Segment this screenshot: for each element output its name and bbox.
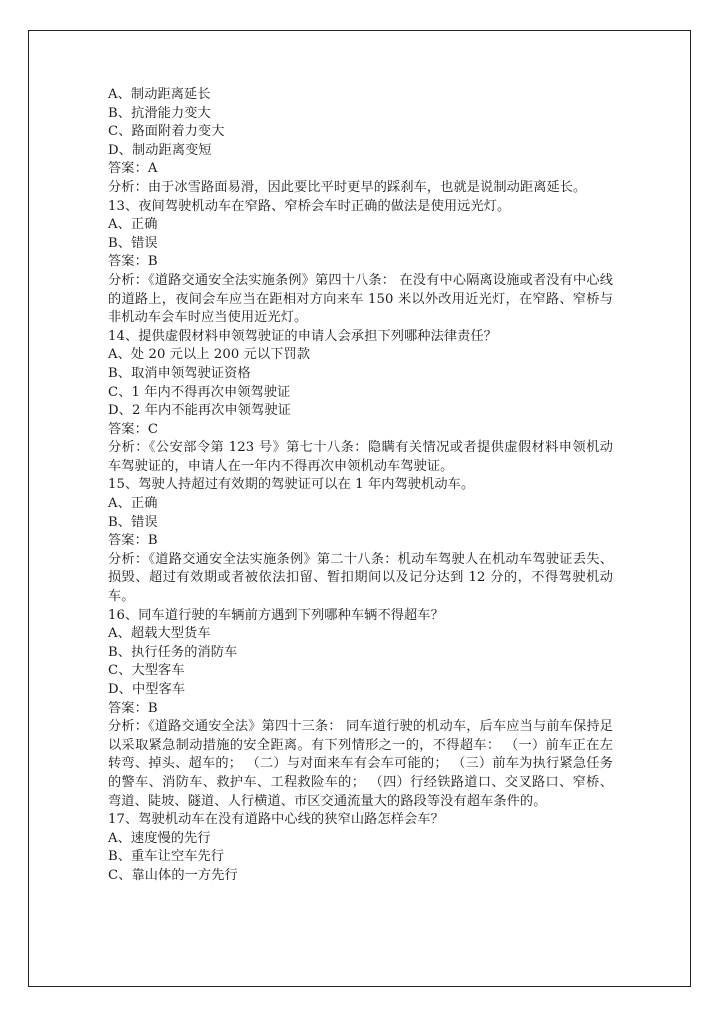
option-b: B、错误 — [108, 514, 158, 530]
option-d: D、2 年内不能再次申领驾驶证 — [108, 403, 291, 419]
question-title: 17、驾驶机动车在没有道路中心线的狭窄山路怎样会车？ — [108, 812, 444, 828]
analysis: 分析：《道路交通安全法》第四十三条： 同车道行驶的机动车，后车应当与前车保持足以采取紧急制动措施的安全距离。有下列情形之一的，不得超车： （一）前车正在左转弯、掉头、超车的； （二）与对面来车有会车可能的； （三）前车为执行紧急任务的警车、消防车、救护车、工程救险车的； （四）行经铁路道口、交叉路口、窄桥、弯道、陡坡、隧道、人行横道、市区交通流量大的路段等没有超车条件的。 — [108, 719, 613, 809]
analysis: 分析：由于冰雪路面易滑，因此要比平时更早的踩刹车，也就是说制动距离延长。 — [108, 179, 587, 195]
option-a: A、正确 — [108, 496, 158, 512]
option-a: A、处 20 元以上 200 元以下罚款 — [108, 347, 311, 363]
analysis: 分析：《公安部令第 123 号》第七十八条：隐瞒有关情况或者提供虚假材料申领机动车驾驶证的，申请人在一年内不得再次申领机动车驾驶证。 — [108, 440, 613, 474]
option-b: B、重车让空车先行 — [108, 849, 225, 865]
option-c: C、1 年内不得再次申领驾驶证 — [108, 384, 291, 400]
question-title: 13、夜间驾驶机动车在窄路、窄桥会车时正确的做法是使用远光灯。 — [108, 198, 511, 214]
option-d: D、中型客车 — [108, 682, 186, 697]
option-c: C、路面附着力变大 — [108, 124, 225, 140]
option-b: B、取消申领驾驶证资格 — [108, 365, 251, 381]
answer: 答案：A — [108, 161, 158, 177]
answer: 答案：C — [108, 421, 159, 437]
option-b: B、抗滑能力变大 — [108, 105, 211, 121]
analysis: 分析：《道路交通安全法实施条例》第二十八条：机动车驾驶人在机动车驾驶证丢失、损毁、超过有效期或者被依法扣留、暂扣期间以及记分达到 12 分的，不得驾驶机动车。 — [108, 551, 613, 605]
analysis: 分析：《道路交通安全法实施条例》第四十八条： 在没有中心隔离设施或者没有中心线的道路上，夜间会车应当在距相对方向来车 150 米以外改用近光灯，在窄路、窄桥与非机动车会车时应当使用近光灯。 — [108, 272, 613, 326]
option-d: D、制动距离变短 — [108, 142, 212, 158]
question-title: 14、提供虚假材料申领驾驶证的申请人会承担下列哪种法律责任？ — [108, 328, 498, 344]
option-a: A、速度慢的先行 — [108, 830, 211, 846]
option-a: A、正确 — [108, 217, 158, 233]
answer: 答案：B — [108, 700, 158, 716]
option-c: C、靠山体的一方先行 — [108, 867, 238, 883]
option-b: B、错误 — [108, 235, 158, 251]
question-title: 16、同车道行驶的车辆前方遇到下列哪种车辆不得超车？ — [108, 607, 444, 623]
option-c: C、大型客车 — [108, 663, 185, 679]
option-a: A、制动距离延长 — [108, 87, 211, 102]
option-a: A、超载大型货车 — [108, 626, 211, 642]
answer: 答案：B — [108, 254, 158, 270]
option-b: B、执行任务的消防车 — [108, 644, 238, 660]
answer: 答案：B — [108, 533, 158, 549]
question-title: 15、驾驶人持超过有效期的驾驶证可以在 1 年内驾驶机动车。 — [108, 477, 475, 493]
document-body — [108, 86, 613, 886]
